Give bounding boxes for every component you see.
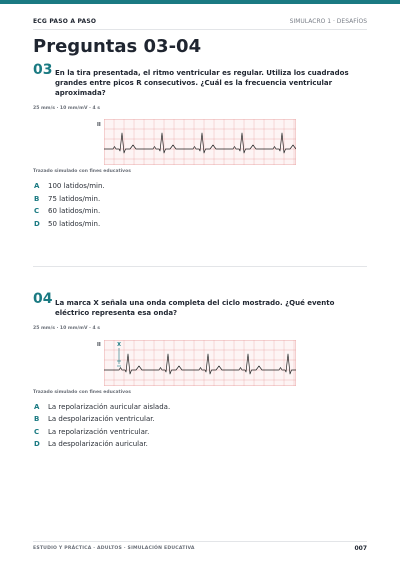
option-letter: A [34, 182, 40, 190]
option-letter: B [34, 415, 40, 423]
page-header [33, 15, 367, 27]
question-divider [33, 266, 367, 267]
option-text: 100 latidos/min. [48, 182, 105, 190]
option-text: 50 latidos/min. [48, 220, 101, 228]
option-text: 75 latidos/min. [48, 195, 101, 203]
question-number: 03 [33, 62, 53, 78]
section-label: SIMULACRO 1 · DESAFÍOS [289, 17, 367, 25]
brand-label: ECG PASO A PASO [33, 17, 97, 25]
option-letter: B [34, 195, 40, 203]
question-text: La marca X señala una onda completa del ciclo mostrado. ¿Qué evento eléctrico representa esa onda? [55, 299, 335, 317]
strip-caption: Trazado simulado con fines educativos [33, 390, 131, 395]
top-accent-bar [0, 0, 400, 4]
page-title: Preguntas 03-04 [33, 36, 202, 57]
header-divider [33, 29, 367, 30]
footer-divider [33, 541, 367, 542]
option-b[interactable] [34, 194, 100, 204]
option-text: 60 latidos/min. [48, 207, 101, 215]
footer-label: ESTUDIO Y PRÁCTICA · ADULTOS · SIMULACIÓN EDUCATIVA [33, 546, 195, 551]
option-c[interactable] [34, 206, 100, 216]
option-text: La despolarización ventricular. [48, 415, 155, 423]
option-letter: C [34, 428, 40, 436]
option-a[interactable] [34, 402, 170, 412]
lead-label: II [97, 342, 101, 348]
page-footer [33, 545, 367, 552]
option-a[interactable] [34, 181, 105, 191]
ecg-strip [104, 119, 296, 165]
option-c[interactable] [34, 427, 149, 437]
option-text: La despolarización auricular. [48, 440, 148, 448]
option-letter: A [34, 403, 40, 411]
option-letter: C [34, 207, 40, 215]
ecg-strip [104, 340, 296, 386]
question-number: 04 [33, 291, 53, 307]
option-letter: D [34, 440, 40, 448]
question-text: En la tira presentada, el ritmo ventricular es regular. Utiliza los cuadrados grandes entre picos R consecutivos. ¿Cuál es la frecuencia ventricular aproximada? [55, 69, 349, 97]
page-number: 007 [354, 545, 367, 552]
option-text: La repolarización auricular aislada. [48, 403, 171, 411]
option-d[interactable] [34, 439, 148, 449]
strip-caption: Trazado simulado con fines educativos [33, 169, 131, 174]
option-text: La repolarización ventricular. [48, 428, 150, 436]
strip-settings: 25 mm/s · 10 mm/mV · 4 s [33, 326, 100, 331]
marker-label: X [117, 342, 121, 348]
lead-label: II [97, 122, 101, 128]
option-b[interactable] [34, 414, 155, 424]
strip-settings: 25 mm/s · 10 mm/mV · 4 s [33, 106, 100, 111]
option-d[interactable] [34, 219, 100, 229]
option-letter: D [34, 220, 40, 228]
